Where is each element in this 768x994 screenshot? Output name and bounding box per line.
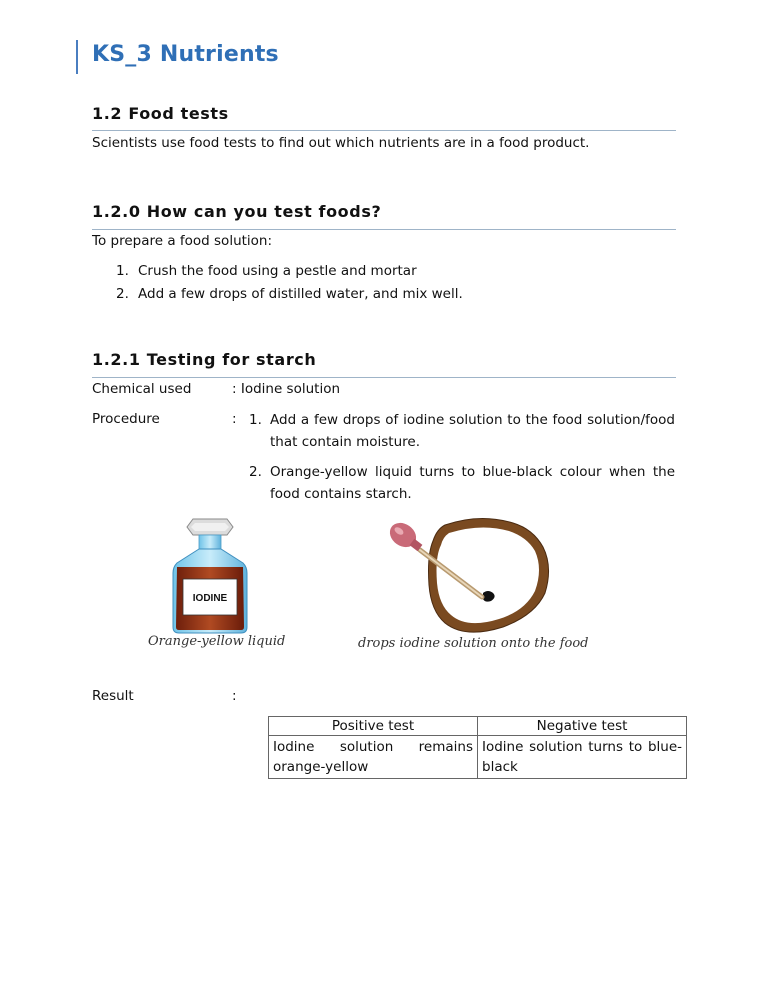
table-header-row	[269, 717, 687, 736]
heading-rule	[92, 377, 676, 378]
prepare-intro: To prepare a food solution:	[92, 233, 273, 249]
heading-rule	[92, 229, 676, 230]
procedure-label: Procedure	[92, 411, 160, 427]
result-colon: :	[232, 688, 237, 704]
table-header-positive: Positive test	[269, 717, 478, 736]
heading-how-test-foods: 1.2.0 How can you test foods?	[92, 202, 382, 221]
list-item	[116, 286, 463, 302]
list-number: 1.	[116, 263, 129, 279]
dropper-bread-illustration	[385, 515, 560, 640]
title-accent-bar	[76, 40, 78, 74]
heading-food-tests: 1.2 Food tests	[92, 104, 229, 123]
procedure-colon: :	[232, 411, 237, 427]
table-row	[269, 736, 687, 779]
food-tests-intro: Scientists use food tests to find out which nutrients are in a food product.	[92, 135, 590, 151]
result-label: Result	[92, 688, 134, 704]
bottle-label-text: IODINE	[192, 593, 228, 604]
heading-testing-starch: 1.2.1 Testing for starch	[92, 350, 317, 369]
procedure-step-text: Orange-yellow liquid turns to blue-black colour when the food contains starch.	[270, 464, 675, 502]
table-header-negative: Negative test	[478, 717, 687, 736]
iodine-bottle-illustration	[165, 515, 255, 635]
caption-orange-yellow: Orange-yellow liquid	[148, 634, 286, 649]
procedure-step-number: 1.	[249, 412, 262, 428]
list-text: Add a few drops of distilled water, and mix well.	[138, 286, 463, 302]
heading-rule	[92, 130, 676, 131]
procedure-step-text: Add a few drops of iodine solution to the food solution/food that contain moisture.	[270, 412, 675, 450]
result-table	[268, 716, 687, 779]
procedure-step-number: 2.	[249, 464, 262, 480]
list-item	[116, 263, 417, 279]
table-cell-positive: Iodine solution remains orange-yellow	[269, 736, 478, 779]
chemical-used-value: : Iodine solution	[232, 381, 341, 397]
table-cell-negative: Iodine solution turns to blue-black	[478, 736, 687, 779]
document-title: KS_3 Nutrients	[92, 42, 279, 67]
list-text: Crush the food using a pestle and mortar	[138, 263, 417, 279]
chemical-used-label: Chemical used	[92, 381, 192, 397]
list-number: 2.	[116, 286, 129, 302]
caption-drops-iodine: drops iodine solution onto the food	[358, 636, 589, 651]
